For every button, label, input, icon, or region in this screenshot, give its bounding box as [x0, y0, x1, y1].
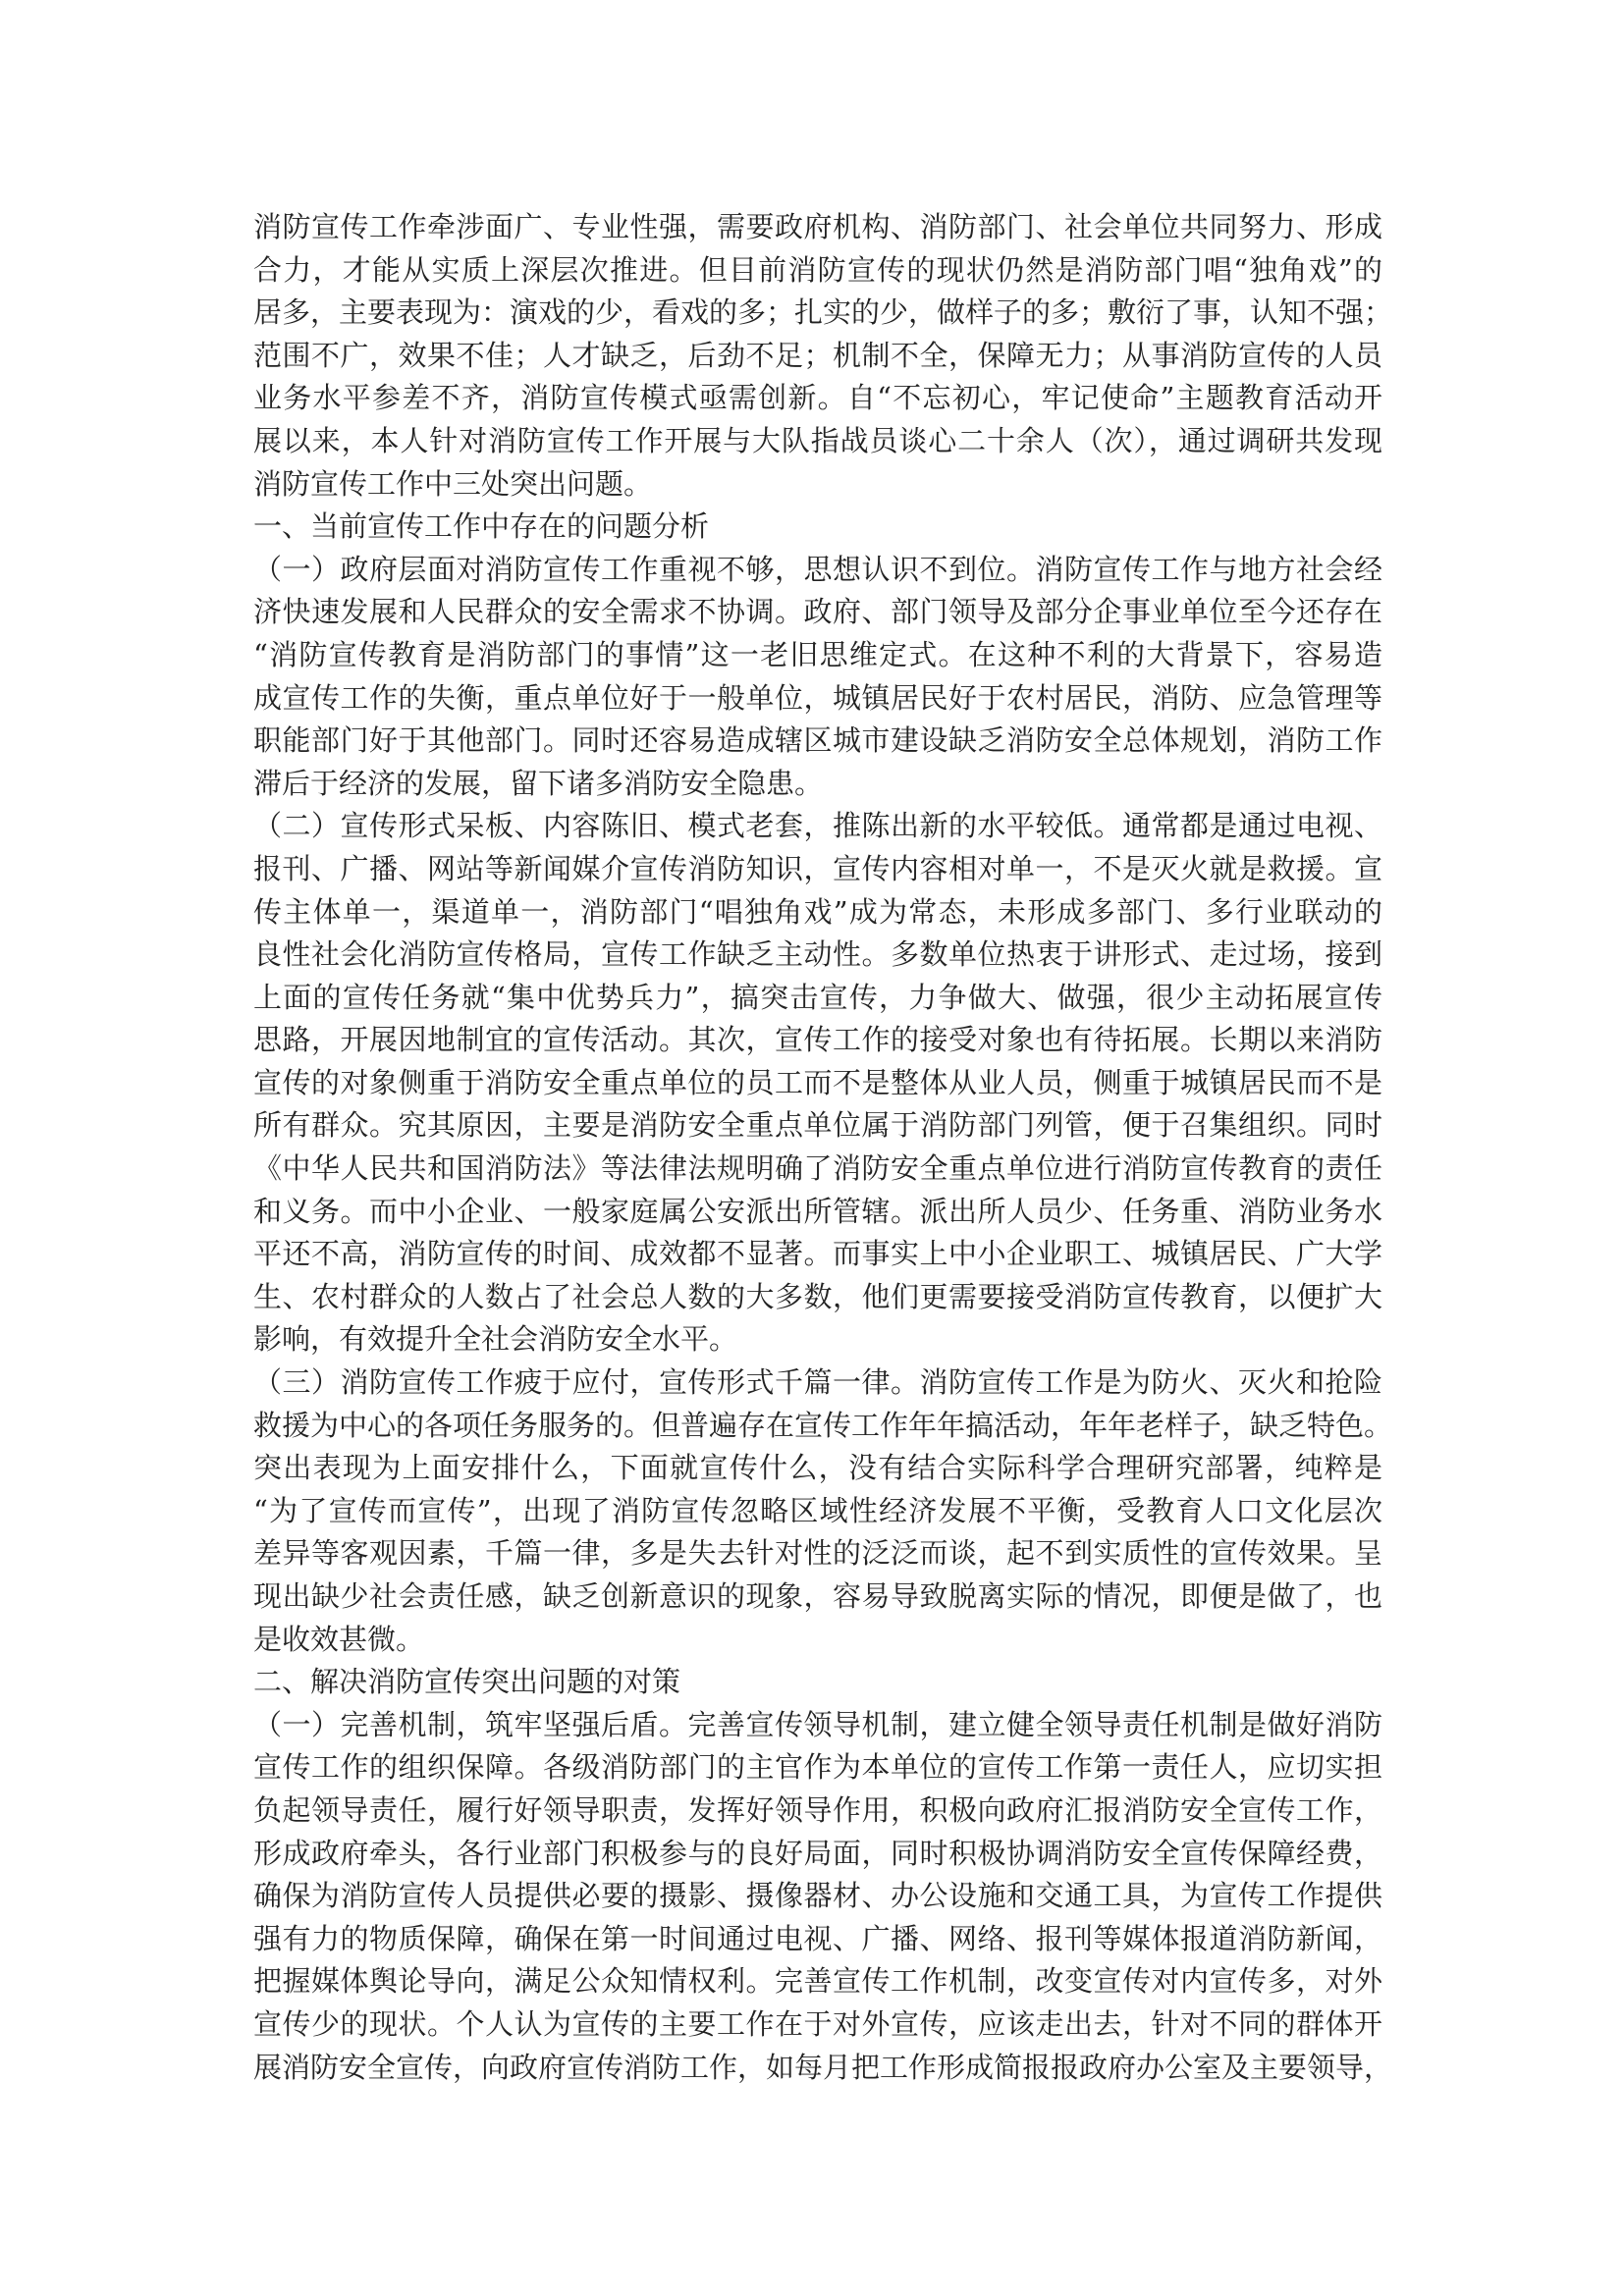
paragraph [253, 549, 1382, 806]
text-line: 宣传的对象侧重于消防安全重点单位的员工而不是整体从业人员，侧重于城镇居民而不是 [253, 1065, 1382, 1099]
text-line: 展消防安全宣传，向政府宣传消防工作，如每月把工作形成简报报政府办公室及主要领导， [253, 2050, 1393, 2084]
text-line: 良性社会化消防宣传格局，宣传工作缺乏主动性。多数单位热衷于讲形式、走过场，接到 [253, 937, 1382, 972]
paragraph [253, 1704, 1393, 2089]
text-line: 形成政府牵头，各行业部门积极参与的良好局面，同时积极协调消防安全宣传保障经费， [253, 1836, 1382, 1870]
section-heading [253, 1661, 1382, 1704]
text-line: 强有力的物质保障，确保在第一时间通过电视、广播、网络、报刊等媒体报道消防新闻， [253, 1921, 1382, 1955]
text-line: 《中华人民共和国消防法》等法律法规明确了消防安全重点单位进行消防宣传教育的责任 [253, 1151, 1382, 1186]
text-line: 思路，开展因地制宜的宣传活动。其次，宣传工作的接受对象也有待拓展。长期以来消防 [253, 1023, 1382, 1057]
paragraph [253, 1362, 1393, 1661]
text-line: 范围不广，效果不佳；人才缺乏，后劲不足；机制不全，保障无力；从事消防宣传的人员 [253, 338, 1382, 372]
text-line: 一、当前宣传工作中存在的问题分析 [253, 509, 710, 544]
text-line: 展以来，本人针对消防宣传工作开展与大队指战员谈心二十余人（次），通过调研共发现 [253, 423, 1382, 457]
text-line: 合力，才能从实质上深层次推进。但目前消防宣传的现状仍然是消防部门唱“独角戏”的 [253, 252, 1382, 287]
paragraph [253, 206, 1393, 506]
text-line: “为了宣传而宣传”，出现了消防宣传忽略区域性经济发展不平衡，受教育人口文化层次 [253, 1493, 1382, 1527]
text-line: 滞后于经济的发展，留下诸多消防安全隐患。 [253, 766, 824, 800]
text-line: 救援为中心的各项任务服务的。但普遍存在宣传工作年年搞活动，年年老样子，缺乏特色。 [253, 1408, 1393, 1442]
text-line: （一）完善机制，筑牢坚强后盾。完善宣传领导机制，建立健全领导责任机制是做好消防 [253, 1707, 1382, 1741]
text-line: （一）政府层面对消防宣传工作重视不够，思想认识不到位。消防宣传工作与地方社会经 [253, 552, 1382, 586]
text-line: （二）宣传形式呆板、内容陈旧、模式老套，推陈出新的水平较低。通常都是通过电视、 [253, 809, 1382, 843]
text-line: 济快速发展和人民群众的安全需求不协调。政府、部门领导及部分企事业单位至今还存在 [253, 595, 1382, 629]
text-line: 确保为消防宣传人员提供必要的摄影、摄像器材、办公设施和交通工具，为宣传工作提供 [253, 1879, 1382, 1913]
text-line: 消防宣传工作中三处突出问题。 [253, 466, 653, 501]
paragraph [253, 805, 1382, 1362]
text-line: 差异等客观因素，千篇一律，多是失去针对性的泛泛而谈，起不到实质性的宣传效果。呈 [253, 1536, 1382, 1571]
text-line: 传主体单一，渠道单一，消防部门“唱独角戏”成为常态，未形成多部门、多行业联动的 [253, 894, 1382, 929]
document-page [253, 206, 1393, 2089]
text-line: 和义务。而中小企业、一般家庭属公安派出所管辖。派出所人员少、任务重、消防业务水 [253, 1194, 1382, 1228]
text-line: 消防宣传工作牵涉面广、专业性强，需要政府机构、消防部门、社会单位共同努力、形成 [253, 210, 1382, 243]
text-line: 业务水平参差不齐，消防宣传模式亟需创新。自“不忘初心，牢记使命”主题教育活动开 [253, 381, 1382, 415]
text-line: 宣传少的现状。个人认为宣传的主要工作在于对外宣传，应该走出去，针对不同的群体开 [253, 2006, 1382, 2041]
text-line: 上面的宣传任务就“集中优势兵力”，搞突击宣传，力争做大、做强，很少主动拓展宣传 [253, 980, 1382, 1014]
text-line: 现出缺少社会责任感，缺乏创新意识的现象，容易导致脱离实际的情况，即便是做了，也 [253, 1579, 1382, 1613]
text-line: 成宣传工作的失衡，重点单位好于一般单位，城镇居民好于农村居民，消防、应急管理等 [253, 680, 1382, 715]
text-line: 负起领导责任，履行好领导职责，发挥好领导作用，积极向政府汇报消防安全宣传工作， [253, 1792, 1382, 1827]
text-line: 突出表现为上面安排什么，下面就宣传什么，没有结合实际科学合理研究部署，纯粹是 [253, 1451, 1382, 1485]
text-line: 宣传工作的组织保障。各级消防部门的主官作为本单位的宣传工作第一责任人，应切实担 [253, 1750, 1382, 1785]
text-line: 报刊、广播、网站等新闻媒介宣传消防知识，宣传内容相对单一，不是灭火就是救援。宣 [253, 851, 1382, 885]
section-heading [253, 506, 1382, 549]
text-line: 影响，有效提升全社会消防安全水平。 [253, 1322, 738, 1357]
text-line: 所有群众。究其原因，主要是消防安全重点单位属于消防部门列管，便于召集组织。同时 [253, 1108, 1382, 1143]
text-line: 把握媒体舆论导向，满足公众知情权利。完善宣传工作机制，改变宣传对内宣传多，对外 [253, 1964, 1382, 1999]
text-line: 平还不高，消防宣传的时间、成效都不显著。而事实上中小企业职工、城镇居民、广大学 [253, 1237, 1382, 1271]
text-line: 职能部门好于其他部门。同时还容易造成辖区城市建设缺乏消防安全总体规划，消防工作 [253, 723, 1382, 758]
text-line: （三）消防宣传工作疲于应付，宣传形式千篇一律。消防宣传工作是为防火、灭火和抢险 [253, 1365, 1382, 1400]
text-line: “消防宣传教育是消防部门的事情”这一老旧思维定式。在这种不利的大背景下，容易造 [253, 637, 1382, 671]
text-line: 二、解决消防宣传突出问题的对策 [253, 1665, 681, 1699]
text-line: 生、农村群众的人数占了社会总人数的大多数，他们更需要接受消防宣传教育，以便扩大 [253, 1279, 1382, 1313]
text-line: 居多，主要表现为：演戏的少，看戏的多；扎实的少，做样子的多；敷衍了事，认知不强； [253, 295, 1393, 330]
text-line: 是收效甚微。 [253, 1622, 425, 1656]
